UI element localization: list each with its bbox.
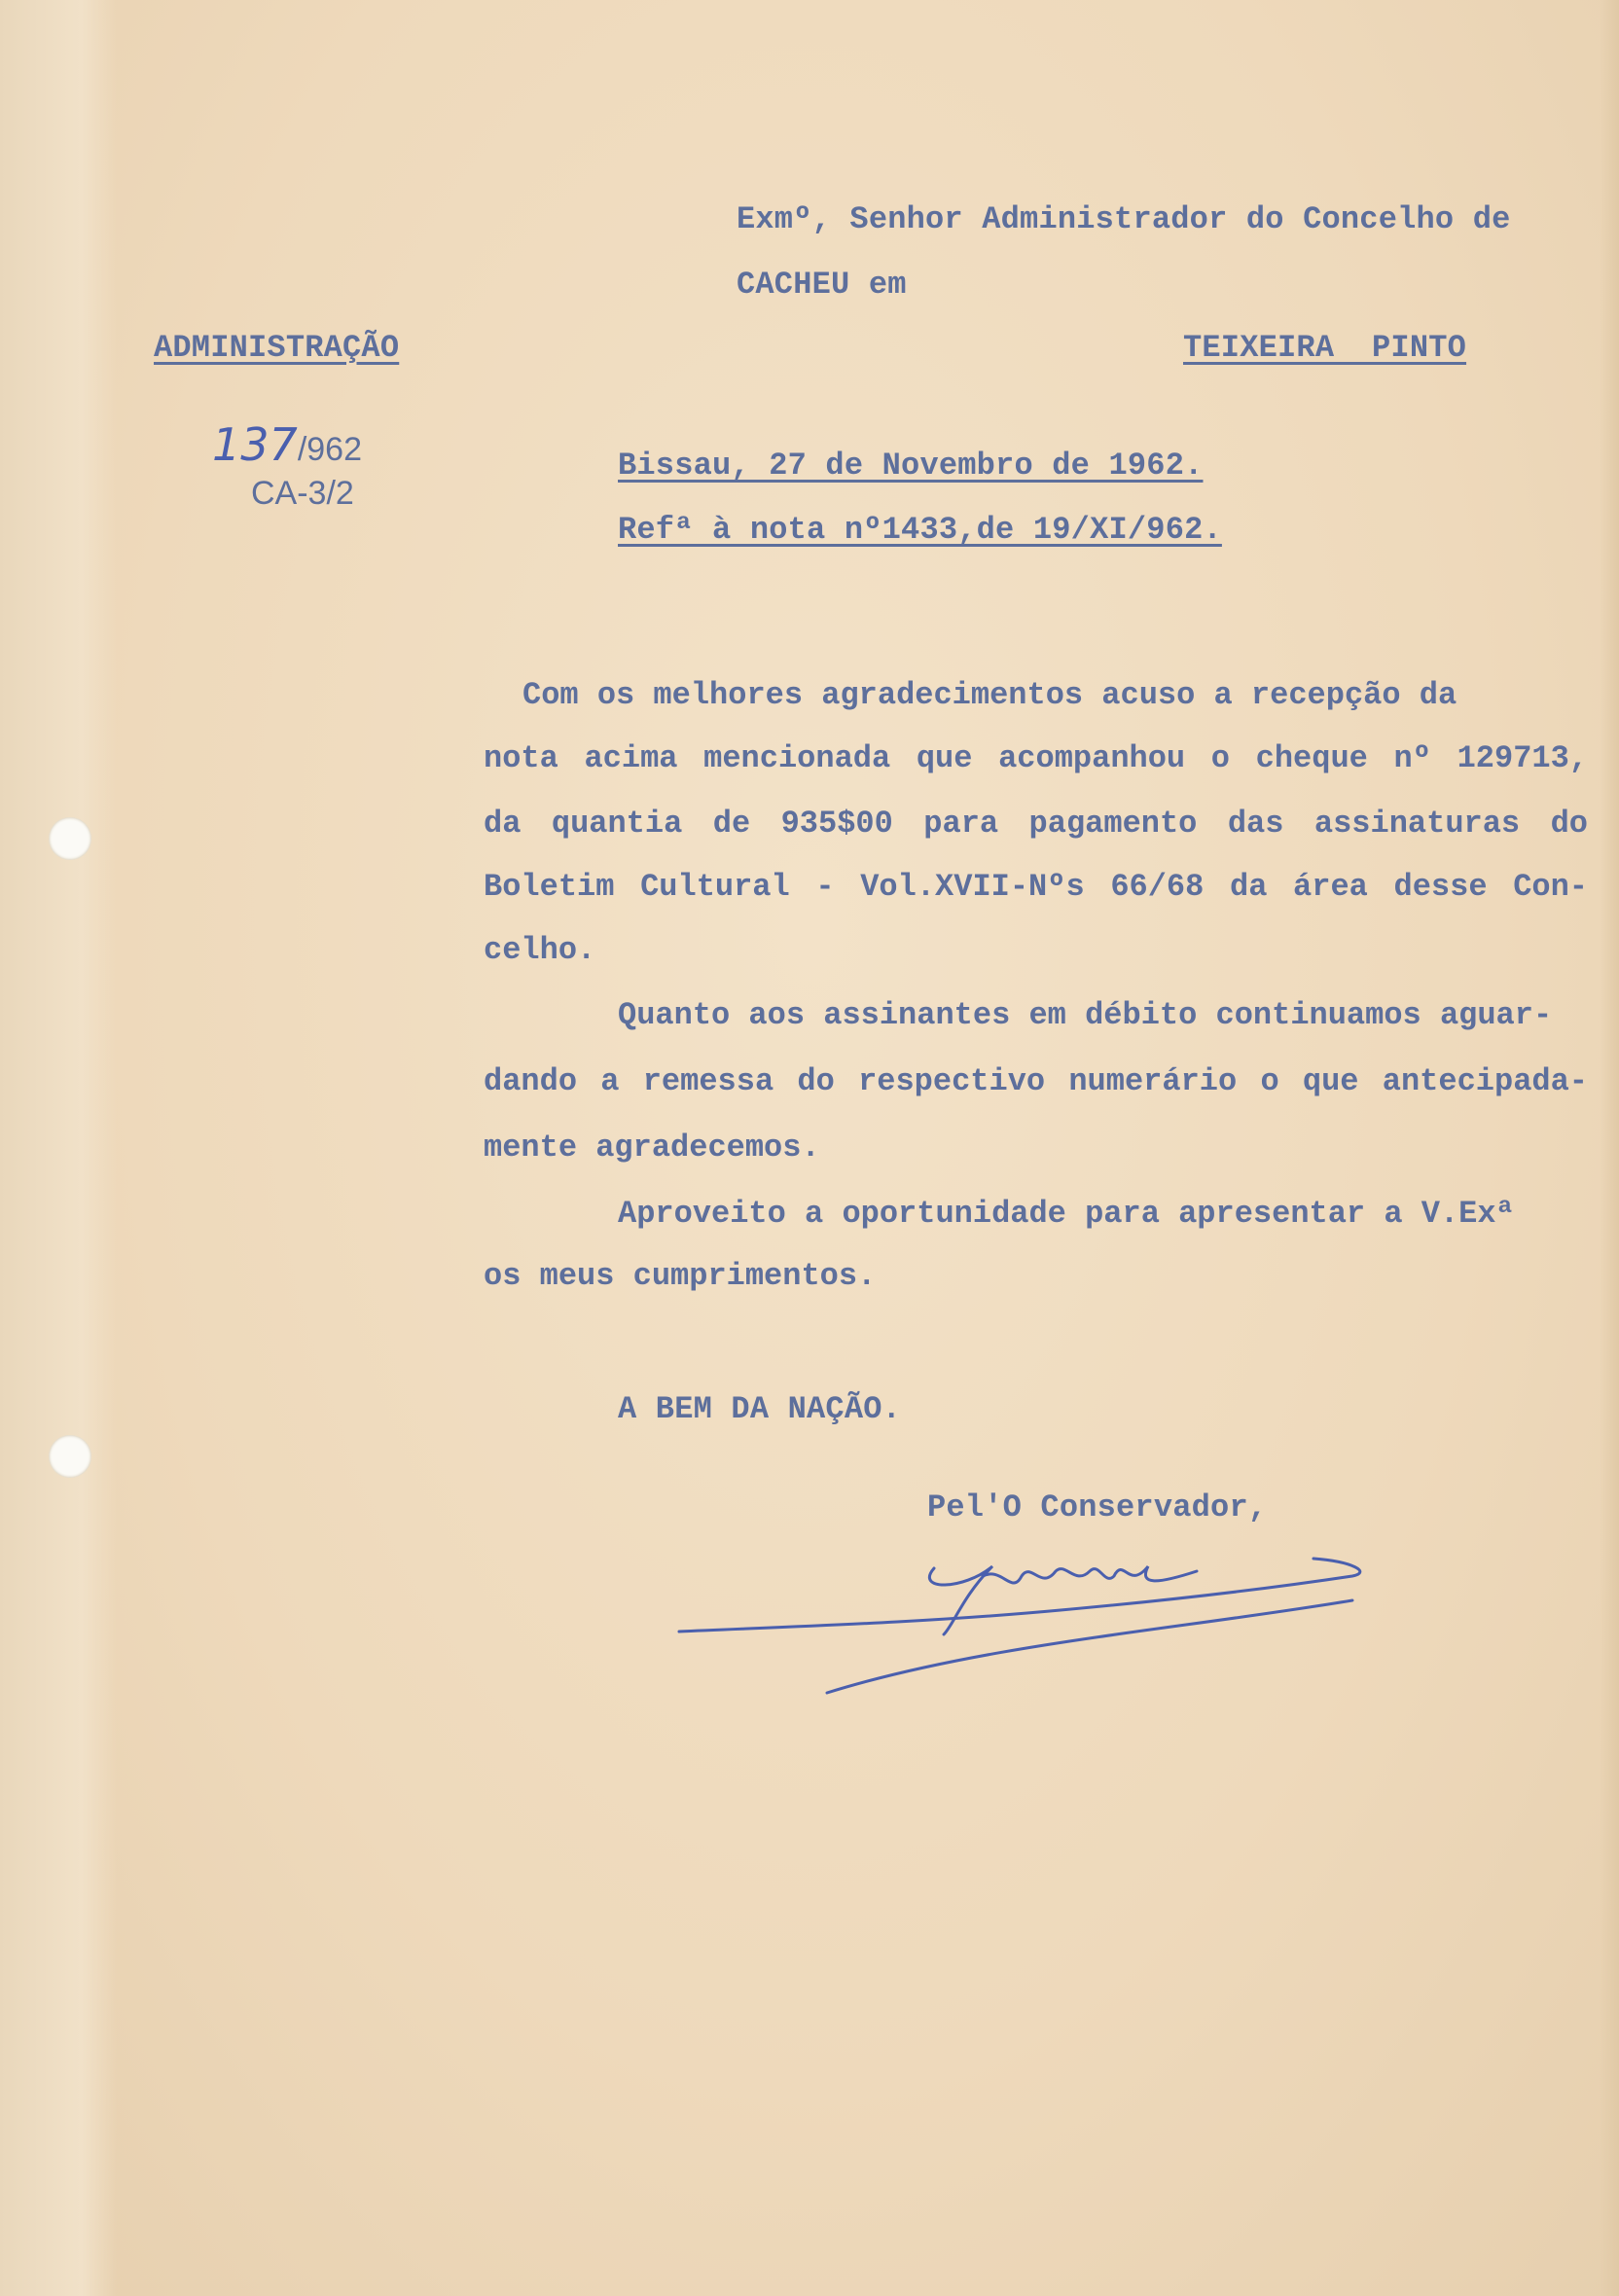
date-line: Bissau, 27 de Novembro de 1962. [618,448,1204,484]
body-line: os meus cumprimentos. [484,1258,877,1294]
body-line: Aproveito a oportunidade para apresentar a V.Exª [618,1196,1515,1232]
handwritten-number: 137 [212,418,298,471]
punch-hole-top [49,817,91,860]
reference-line: Refª à nota nº1433,de 19/XI/962. [618,512,1222,548]
punch-hole-bottom [49,1435,91,1478]
body-line: celho. [484,932,596,968]
closing-salutation: A BEM DA NAÇÃO. [618,1391,902,1427]
reference-code: CA-3/2 [251,475,354,512]
addressee-line-1: Exmº, Senhor Administrador do Concelho de [737,201,1511,237]
signature-icon [671,1537,1372,1712]
sender-office: ADMINISTRAÇÃO [154,330,400,366]
reference-number [212,418,362,471]
signatory-title: Pel'O Conservador, [927,1489,1268,1525]
body-line: nota acima mencionada que acompanhou o cheque nº 129713, [484,740,1588,776]
reference-year: /962 [297,431,362,468]
body-line: Com os melhores agradecimentos acuso a recepção da [522,677,1457,713]
paper-edge [0,0,117,2296]
body-line: mente agradecemos. [484,1130,820,1166]
body-line: da quantia de 935$00 para pagamento das assinaturas do [484,806,1588,842]
addressee-place: TEIXEIRA PINTO [1183,330,1467,366]
body-line: Boletim Cultural - Vol.XVII-Nºs 66/68 da área desse Con- [484,869,1588,905]
paper-edge-right [1600,0,1619,2296]
body-line: Quanto aos assinantes em débito continuamos aguar- [618,997,1553,1033]
body-line: dando a remessa do respectivo numerário o que antecipada- [484,1063,1588,1099]
addressee-line-2: CACHEU em [737,267,907,303]
